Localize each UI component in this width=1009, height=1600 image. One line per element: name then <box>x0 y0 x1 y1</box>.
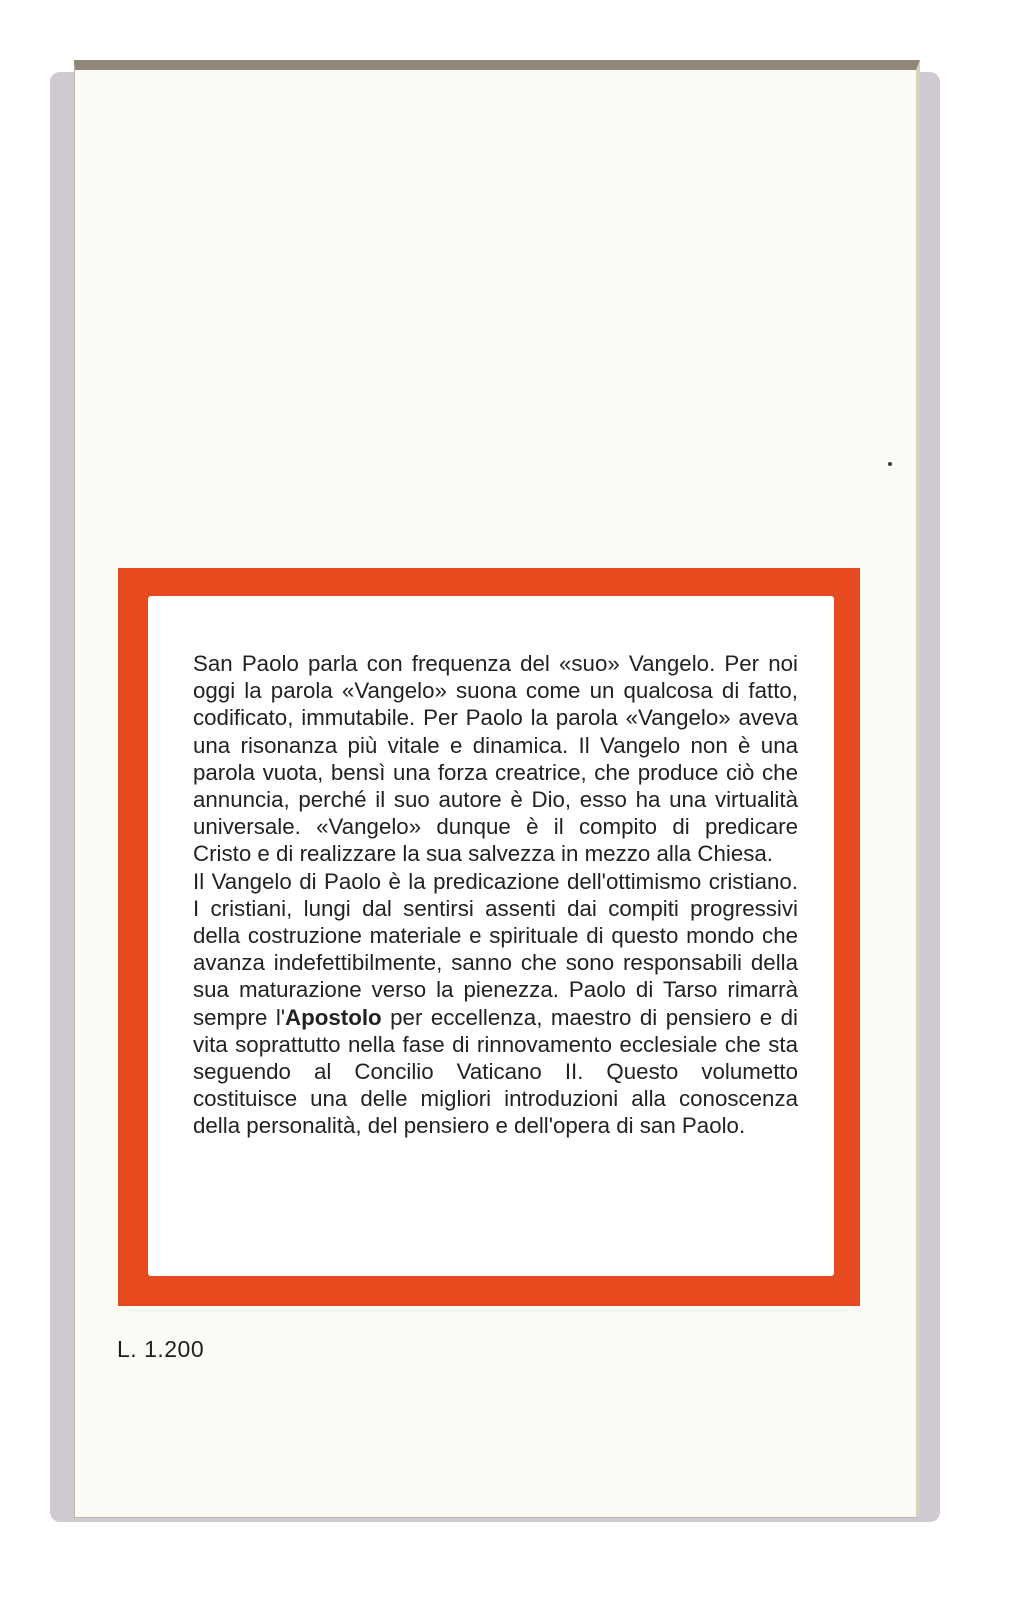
blurb-frame <box>118 568 860 1306</box>
blurb-paragraph-2 <box>193 868 798 1140</box>
blurb-paragraph-2-end: per eccellenza, maestro di pensiero e di vita soprattutto nella fase di rinnovamento ecclesiale che sta seguendo al Concilio Vaticano II. Questo volumetto costituisce una delle migliori introduzioni alla conoscenza della personalità, del pensiero e dell'opera di san Paolo. <box>193 1004 798 1139</box>
blurb-paragraph-1: San Paolo parla con frequenza del «suo» Vangelo. Per noi oggi la parola «Vangelo» suona come un qualcosa di fatto, codificato, immutabile. Per Paolo la parola «Vangelo» aveva una risonanza più vitale e dinamica. Il Vangelo non è una parola vuota, bensì una forza creatrice, che produce ciò che annuncia, perché il suo autore è Dio, esso ha una virtualità universale. «Vangelo» dunque è il compito di predicare Cristo e di realizzare la sua salvezza in mezzo alla Chiesa. <box>193 651 798 867</box>
apostolo-emphasis: Apostolo <box>285 1004 382 1030</box>
price-label: L. 1.200 <box>117 1336 205 1362</box>
blurb-box <box>148 596 834 1276</box>
paper-speck <box>888 462 892 466</box>
blurb-paragraph-2-start: Il Vangelo di Paolo è la predicazione dell'ottimismo cristiano. I cristiani, lungi dal sentirsi assenti dai compiti progressivi della costruzione materiale e spirituale di questo mondo che avanza indefettibilmente, sanno che sono responsabili della sua maturazione verso la pienezza. Paolo di Tarso rimarrà sempre l' <box>193 868 798 1030</box>
